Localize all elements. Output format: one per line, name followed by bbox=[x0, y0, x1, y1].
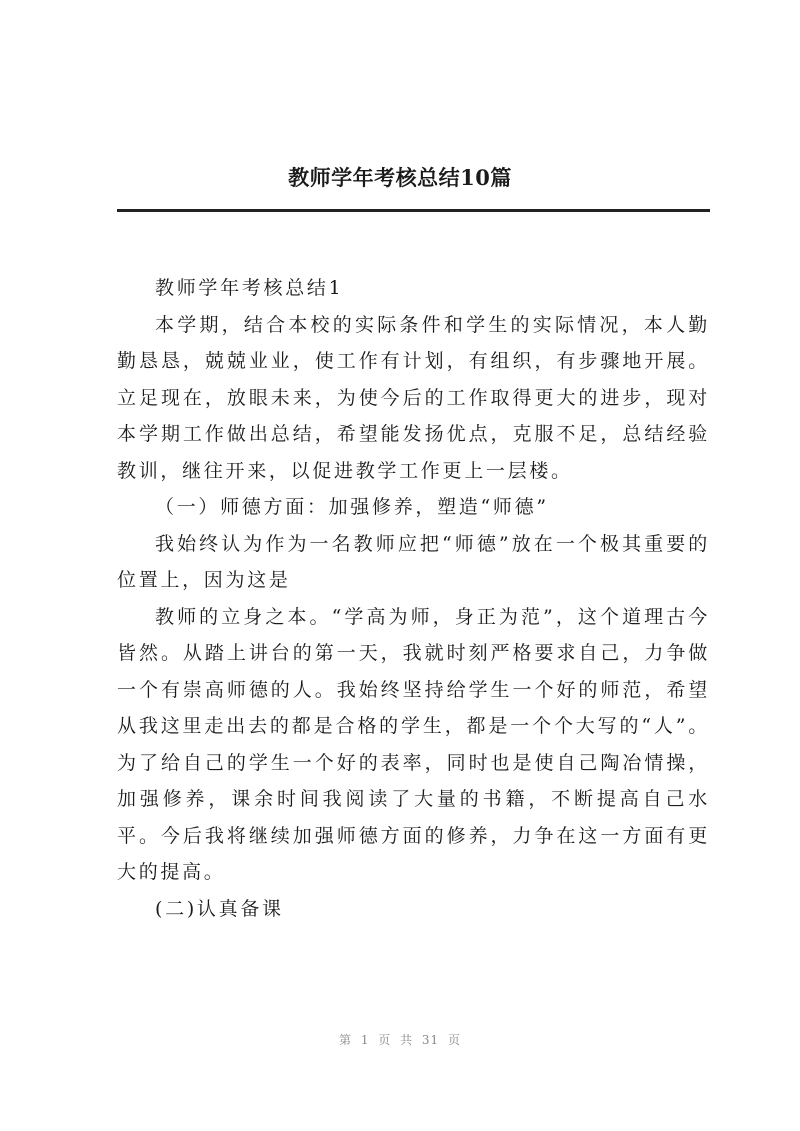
subsection-heading: （一）师德方面：加强修养，塑造“师德” bbox=[155, 496, 549, 518]
subsection-heading: (二)认真备课 bbox=[155, 897, 284, 920]
intro-paragraph: 本学期，结合本校的实际条件和学生的实际情况，本人勤勤恳恳，兢兢业业，使工作有计划，有组织，有步骤地开展。立足现在，放眼未来，为使今后的工作取得更大的进步，现对本学期工作做出总结，希望能发扬优点，克服不足，总结经验教训，继往开来，以促进教学工作更上一层楼。 bbox=[117, 313, 710, 482]
title-underline bbox=[117, 209, 710, 212]
body-paragraph: 我始终认为作为一名教师应把“师德”放在一个极其重要的位置上，因为这是 bbox=[117, 532, 710, 591]
body-paragraph: 教师的立身之本。“学高为师，身正为范”，这个道理古今皆然。从踏上讲台的第一天，我就时刻严格要求自己，力争做一个有崇高师德的人。我始终坚持给学生一个好的师范，希望从我这里走出去的都是合格的学生，都是一个个大写的“人”。为了给自己的学生一个好的表率，同时也是使自己陶冶情操，加强修养，课余时间我阅读了大量的书籍，不断提高自己水平。今后我将继续加强师德方面的修养，力争在这一方面有更大的提高。 bbox=[117, 605, 710, 883]
page-number: 第 1 页 共 31 页 bbox=[339, 1033, 461, 1047]
document-title: 教师学年考核总结10篇 bbox=[288, 165, 512, 190]
section-heading: 教师学年考核总结1 bbox=[155, 277, 344, 299]
document-body bbox=[117, 270, 710, 927]
